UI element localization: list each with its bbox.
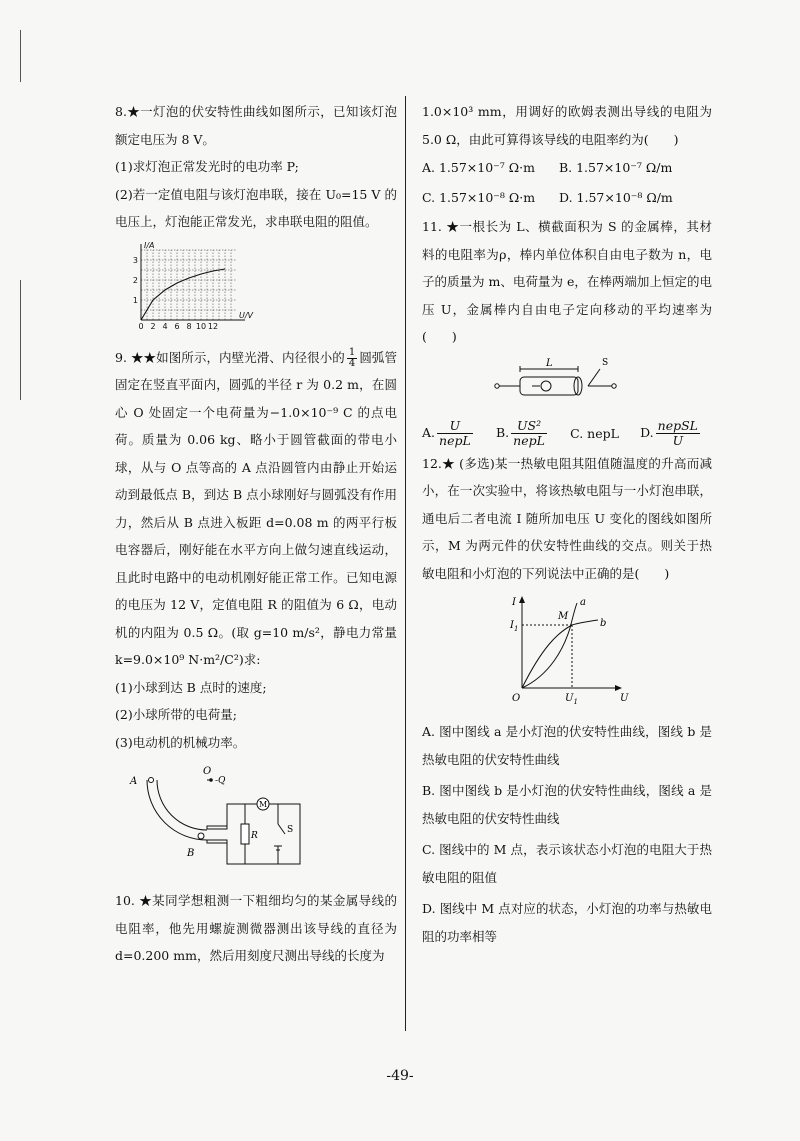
q12-option-d: D. 图线中 M 点对应的状态，小灯泡的功率与热敏电阻的功率相等 bbox=[422, 901, 712, 944]
fig9-label-R: R bbox=[251, 831, 258, 841]
q11-b-label: B. bbox=[495, 424, 510, 440]
q9-frac-den: 4 bbox=[348, 357, 356, 369]
x-tick-label: 2 bbox=[150, 321, 156, 331]
q9-sub3: (3)电动机的机械功率。 bbox=[115, 734, 246, 750]
q12-option-a: A. 图中图线 a 是小灯泡的伏安特性曲线，图线 b 是热敏电阻的伏安特性曲线 bbox=[422, 724, 712, 767]
q12-iu-figure bbox=[502, 593, 632, 708]
q9-frac-num: 1 bbox=[348, 346, 356, 358]
x-tick-label: 10 bbox=[195, 321, 207, 331]
q11-b-num: US² bbox=[511, 419, 547, 434]
q12-option-b: B. 图中图线 b 是小灯泡的伏安特性曲线，图线 a 是热敏电阻的伏安特性曲线 bbox=[422, 783, 712, 826]
right-column bbox=[422, 98, 712, 950]
fig12-U1: $U_1$ bbox=[565, 693, 578, 706]
q12-options bbox=[422, 718, 712, 950]
q10-options bbox=[422, 153, 712, 213]
q11-stem: 11. ★一根长为 L、横截面积为 S 的金属棒，其材料的电阻率为ρ，棒内单位体积自由电子数为 n，电子的质量为 m、电荷量为 e，在棒两端加上恒定的电压 U，金属棒内自由电子定向移动的平均速率为( ) bbox=[422, 219, 712, 344]
q9-stem-post: 圆弧管固定在竖直平面内，圆弧的半径 r 为 0.2 m，在圆心 O 处固定一个电荷量为−1.0×10⁻⁹ C 的点电荷。质量为 0.06 kg、略小于圆管截面的带电小球，从与 O 点等高的 A 点沿圆管内由静止开始运动到最低点 B，到达 B 点小球刚好与圆弧没有作用力，然后从 B 点进入板距 d=0.08 m 的两平行板电容器后，刚好能在水平方向上做匀速直线运动，且此时电路中的电动机刚好能正常工作。已知电源的电压为 12 V，定值电阻 R 的阻值为 6 Ω，电动机的内阻为 0.5 Ω。(取 g=10 m/s²，静电力常量 k=9.0×10⁹ N·m²/C²)求: bbox=[115, 349, 397, 667]
fig12-I1: $I_1$ bbox=[510, 620, 519, 633]
q12-option-c: C. 图线中的 M 点，表示该状态小灯泡的电阻大于热敏电阻的阻值 bbox=[422, 842, 712, 885]
q10-option-c: C. 1.57×10⁻⁸ Ω·m bbox=[422, 190, 536, 205]
question-8 bbox=[115, 98, 397, 236]
fig9-label-Q: -Q bbox=[215, 776, 226, 786]
page-number: -49- bbox=[386, 1068, 414, 1084]
q9-quarter-fraction bbox=[347, 348, 357, 369]
x-tick-label: 6 bbox=[174, 321, 180, 331]
q11-option-c: C. nepL bbox=[570, 425, 619, 441]
q9-stem-pre: 9. ★★如图所示，内壁光滑、内径很小的 bbox=[115, 349, 345, 365]
x-tick-label: 4 bbox=[162, 321, 168, 331]
q10-stem-continued: 1.0×10³ mm，用调好的欧姆表测出导线的电阻为 5.0 Ω，由此可算得该导线的电阻率约为( ) bbox=[422, 104, 712, 147]
x-axis-label: U/V bbox=[239, 310, 254, 320]
q10-stem: 10. ★某同学想粗测一下粗细均匀的某金属导线的电阻率，他先用螺旋测微器测出该导线的直径为 d=0.200 mm，然后用刻度尺测出导线的长度为 bbox=[115, 893, 397, 963]
fig11-label-L: L bbox=[546, 357, 553, 369]
question-9 bbox=[115, 344, 397, 757]
fig12-label-b: b bbox=[600, 618, 607, 629]
fig12-axis-I: I bbox=[512, 597, 516, 608]
curve-b bbox=[522, 601, 582, 688]
q11-option-d bbox=[640, 419, 702, 448]
curve-a-steep bbox=[522, 603, 577, 688]
q10-options-row1 bbox=[422, 153, 712, 183]
y-tick-label: 1 bbox=[132, 295, 138, 305]
q8-iu-chart bbox=[127, 240, 257, 340]
q8-part2: (2)若一定值电阻与该灯泡串联，接在 U₀=15 V 的电压上，灯泡能正常发光，求串联电阻的阻值。 bbox=[115, 186, 397, 229]
question-10 bbox=[115, 887, 397, 970]
x-tick-label: 8 bbox=[186, 321, 192, 331]
q11-b-frac bbox=[511, 419, 547, 448]
q11-d-den: U bbox=[672, 432, 684, 448]
q11-d-num: nepSL bbox=[657, 417, 698, 433]
q9-sub2: (2)小球所带的电荷量; bbox=[115, 707, 237, 722]
x-tick-label: 12 bbox=[207, 321, 219, 331]
q11-a-label: A. bbox=[422, 424, 436, 440]
scan-margin-line-top bbox=[20, 30, 21, 82]
q12-stem: 12.★ (多选)某一热敏电阻其阻值随温度的升高而减小，在一次实验中，将该热敏电阻与一小灯泡串联，通电后二者电流 I 随所加电压 U 变化的图线如图所示，M 为两元件的伏安特性曲线的交点。则关于热敏电阻和小灯泡的下列说法中正确的是( ) bbox=[422, 455, 712, 581]
fig12-origin: O bbox=[512, 693, 521, 704]
q10-option-a: A. 1.57×10⁻⁷ Ω·m bbox=[422, 160, 535, 175]
fig9-label-S: S bbox=[287, 825, 294, 835]
q8-part1: (1)求灯泡正常发光时的电功率 P; bbox=[115, 159, 299, 174]
fig9-label-O: O bbox=[203, 766, 212, 777]
q11-options bbox=[422, 419, 702, 448]
q10-option-b: B. 1.57×10⁻⁷ Ω/m bbox=[558, 160, 673, 175]
q8-stem: 8.★一灯泡的伏安特性曲线如图所示，已知该灯泡额定电压为 8 V。 bbox=[115, 104, 397, 147]
q9-circuit-figure bbox=[125, 764, 315, 879]
q11-option-b bbox=[496, 419, 549, 448]
q10-options-row2 bbox=[422, 183, 712, 213]
q11-option-a bbox=[422, 419, 475, 448]
y-tick-label: 3 bbox=[132, 255, 138, 265]
q9-stem bbox=[115, 344, 397, 674]
q10-option-d: D. 1.57×10⁻⁸ Ω/m bbox=[559, 190, 673, 205]
left-column bbox=[115, 98, 397, 970]
column-divider bbox=[405, 96, 406, 1031]
q11-a-den: nepL bbox=[439, 432, 471, 448]
y-tick-label: 2 bbox=[132, 275, 138, 285]
fig11-label-S: S bbox=[602, 357, 609, 368]
q11-b-den: nepL bbox=[513, 432, 545, 448]
fig12-axis-U: U bbox=[620, 693, 629, 704]
curve-a bbox=[522, 620, 598, 688]
arc-tube-outer bbox=[147, 780, 207, 840]
x-tick-label: 0 bbox=[138, 321, 144, 331]
fig12-label-a: a bbox=[580, 597, 586, 608]
scan-margin-line-mid bbox=[20, 280, 21, 400]
fig9-label-A: A bbox=[130, 776, 138, 787]
q11-d-frac bbox=[656, 419, 700, 448]
q11-a-num: U bbox=[437, 419, 473, 434]
q11-rod-figure bbox=[492, 355, 622, 415]
q11-d-label: D. bbox=[640, 424, 654, 440]
fig9-label-M: M bbox=[259, 800, 268, 809]
q9-sub1: (1)小球到达 B 点时的速度; bbox=[115, 679, 267, 695]
y-axis-label: I/A bbox=[144, 240, 155, 250]
fig9-label-B: B bbox=[187, 848, 195, 859]
fig12-label-M: M bbox=[558, 611, 569, 622]
q11-a-frac bbox=[437, 419, 473, 448]
